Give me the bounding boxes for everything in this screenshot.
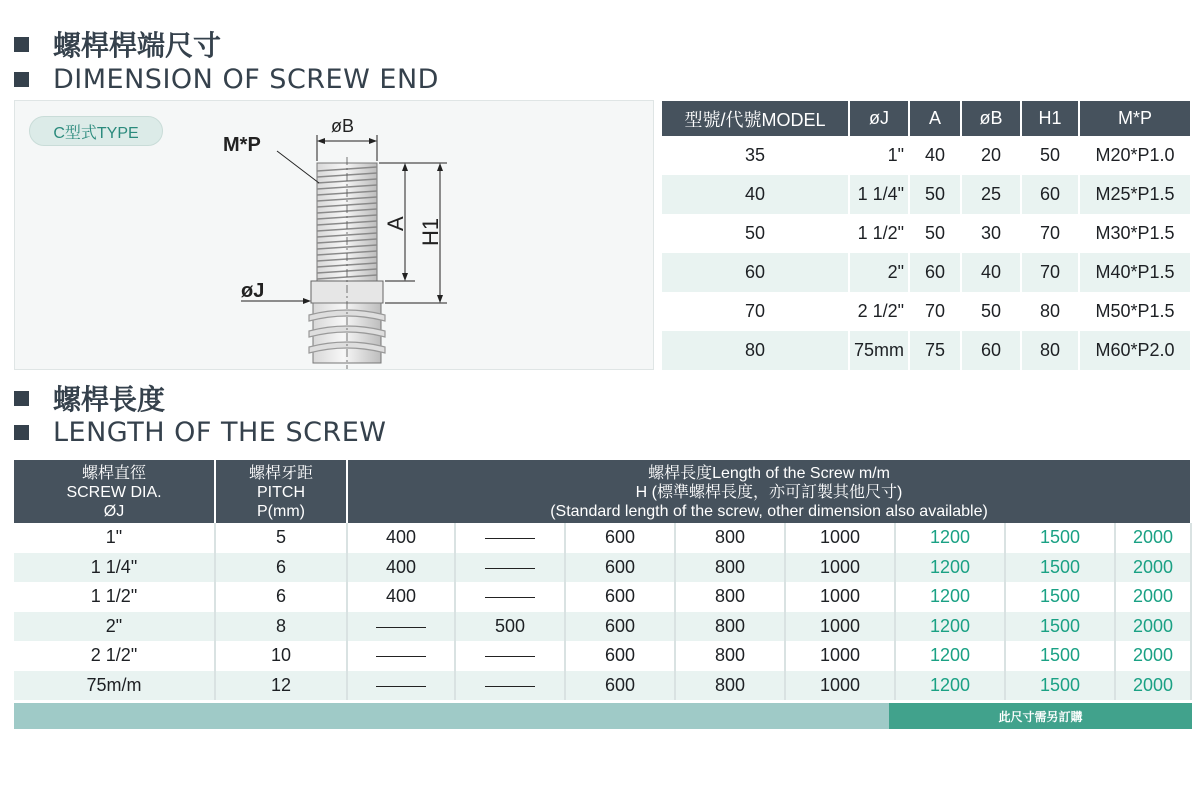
cell-pitch: 10 xyxy=(215,641,347,671)
header-mp: M*P xyxy=(1079,101,1191,136)
cell-length: 2000 xyxy=(1115,582,1191,612)
bullet-square-icon xyxy=(14,391,29,406)
bullet-square-icon xyxy=(14,425,29,440)
header-dia-en: SCREW DIA. xyxy=(66,484,162,501)
cell-a: 75 xyxy=(909,331,961,370)
section1-title-en xyxy=(14,64,439,95)
cell-mp: M30*P1.5 xyxy=(1079,214,1191,253)
cell-j: 1 1/4" xyxy=(849,175,909,214)
cell-length xyxy=(455,553,565,583)
not-available-dash xyxy=(376,686,426,687)
header-length xyxy=(347,460,1191,523)
cell-length: 600 xyxy=(565,612,675,642)
cell-length: 1000 xyxy=(785,612,895,642)
cell-length: 2000 xyxy=(1115,641,1191,671)
header-dia-zh: 螺桿直徑 xyxy=(81,465,146,482)
cell-length: 800 xyxy=(675,641,785,671)
cell-diameter: 1 1/4" xyxy=(14,553,215,583)
cell-mp: M50*P1.5 xyxy=(1079,292,1191,331)
header-pitch xyxy=(215,460,347,523)
cell-length: 1200 xyxy=(895,523,1005,553)
cell-length: 800 xyxy=(675,553,785,583)
dimension-row xyxy=(662,253,1191,292)
cell-h1: 80 xyxy=(1021,331,1079,370)
cell-b: 30 xyxy=(961,214,1021,253)
dimension-table-header xyxy=(662,101,1191,136)
cell-length: 1500 xyxy=(1005,612,1115,642)
not-available-dash xyxy=(485,597,535,598)
label-h1: H1 xyxy=(418,217,443,246)
cell-model: 60 xyxy=(662,253,849,292)
cell-b: 40 xyxy=(961,253,1021,292)
cell-length: 1500 xyxy=(1005,641,1115,671)
not-available-dash xyxy=(485,686,535,687)
length-row xyxy=(14,612,1191,642)
dimension-row xyxy=(662,331,1191,370)
cell-pitch: 12 xyxy=(215,671,347,701)
length-row xyxy=(14,553,1191,583)
cell-length: 600 xyxy=(565,582,675,612)
cell-length: 800 xyxy=(675,523,785,553)
header-length-en-note: (Standard length of the screw, other dimension also available) xyxy=(550,503,988,520)
cell-a: 50 xyxy=(909,214,961,253)
dimension-row xyxy=(662,292,1191,331)
cell-length: 1200 xyxy=(895,612,1005,642)
cell-length: 800 xyxy=(675,582,785,612)
screw-end-drawing xyxy=(15,101,655,371)
cell-model: 80 xyxy=(662,331,849,370)
section2-title-zh xyxy=(14,378,165,418)
cell-diameter: 75m/m xyxy=(14,671,215,701)
length-row xyxy=(14,671,1191,701)
cell-model: 70 xyxy=(662,292,849,331)
cell-b: 25 xyxy=(961,175,1021,214)
bullet-square-icon xyxy=(14,72,29,87)
cell-length: 400 xyxy=(347,582,455,612)
cell-h1: 70 xyxy=(1021,253,1079,292)
not-available-dash xyxy=(485,538,535,539)
header-pitch-zh: 螺桿牙距 xyxy=(248,465,313,482)
cell-h1: 60 xyxy=(1021,175,1079,214)
cell-a: 50 xyxy=(909,175,961,214)
dimension-row xyxy=(662,214,1191,253)
cell-model: 50 xyxy=(662,214,849,253)
screw-length-table xyxy=(14,460,1192,700)
cell-diameter: 2" xyxy=(14,612,215,642)
cell-h1: 50 xyxy=(1021,136,1079,175)
cell-mp: M40*P1.5 xyxy=(1079,253,1191,292)
cell-b: 50 xyxy=(961,292,1021,331)
cell-length: 1500 xyxy=(1005,582,1115,612)
bullet-square-icon xyxy=(14,37,29,52)
label-mp: M*P xyxy=(223,134,261,156)
cell-length: 800 xyxy=(675,612,785,642)
label-j: øJ xyxy=(241,280,265,302)
cell-a: 40 xyxy=(909,136,961,175)
header-pitch-en: PITCH xyxy=(257,484,305,501)
cell-length: 1500 xyxy=(1005,671,1115,701)
cell-length: 1200 xyxy=(895,641,1005,671)
cell-length xyxy=(455,641,565,671)
label-b: øB xyxy=(331,116,355,136)
header-screw-dia xyxy=(14,460,215,523)
header-length-zh-note: H (標準螺桿長度，亦可訂製其他尺寸) xyxy=(635,484,903,501)
cell-pitch: 6 xyxy=(215,582,347,612)
cell-diameter: 2 1/2" xyxy=(14,641,215,671)
cell-h1: 70 xyxy=(1021,214,1079,253)
cell-length: 600 xyxy=(565,523,675,553)
cell-diameter: 1 1/2" xyxy=(14,582,215,612)
cell-j: 1" xyxy=(849,136,909,175)
screw-length-table-header xyxy=(14,460,1191,523)
section2-title-zh-text: 螺桿長度 xyxy=(53,383,166,416)
cell-length: 400 xyxy=(347,553,455,583)
cell-h1: 80 xyxy=(1021,292,1079,331)
header-length-title: 螺桿長度Length of the Screw m/m xyxy=(648,465,890,482)
cell-j: 75mm xyxy=(849,331,909,370)
cell-length xyxy=(455,523,565,553)
not-available-dash xyxy=(376,656,426,657)
cell-length: 2000 xyxy=(1115,523,1191,553)
screw-end-drawing-panel xyxy=(14,100,654,370)
custom-order-note: 此尺寸需另訂購 xyxy=(889,703,1192,729)
section1-title-zh xyxy=(14,24,221,64)
cell-length: 2000 xyxy=(1115,612,1191,642)
cell-length: 1000 xyxy=(785,553,895,583)
cell-j: 2 1/2" xyxy=(849,292,909,331)
cell-length: 600 xyxy=(565,553,675,583)
cell-length: 600 xyxy=(565,671,675,701)
not-available-dash xyxy=(376,627,426,628)
not-available-dash xyxy=(485,656,535,657)
dimension-table xyxy=(662,101,1192,370)
cell-length: 500 xyxy=(455,612,565,642)
cell-a: 60 xyxy=(909,253,961,292)
cell-length: 1200 xyxy=(895,553,1005,583)
dimension-row xyxy=(662,136,1191,175)
header-pitch-unit: P(mm) xyxy=(257,503,305,520)
cell-model: 40 xyxy=(662,175,849,214)
header-j: øJ xyxy=(849,101,909,136)
length-row xyxy=(14,582,1191,612)
cell-length xyxy=(347,641,455,671)
cell-length xyxy=(347,612,455,642)
lower-screw-flights xyxy=(309,310,385,353)
cell-mp: M25*P1.5 xyxy=(1079,175,1191,214)
cell-a: 70 xyxy=(909,292,961,331)
section1-title-zh-text: 螺桿桿端尺寸 xyxy=(53,29,222,62)
cell-length: 1000 xyxy=(785,582,895,612)
section1-title-en-text: DIMENSION OF SCREW END xyxy=(53,64,439,95)
header-b: øB xyxy=(961,101,1021,136)
label-a: A xyxy=(383,216,408,231)
type-badge: C型式TYPE xyxy=(29,116,163,146)
not-available-dash xyxy=(485,568,535,569)
cell-j: 2" xyxy=(849,253,909,292)
cell-diameter: 1" xyxy=(14,523,215,553)
section2-title-en xyxy=(14,417,386,448)
header-a: A xyxy=(909,101,961,136)
cell-b: 60 xyxy=(961,331,1021,370)
cell-length: 1200 xyxy=(895,671,1005,701)
mp-leader-line xyxy=(277,151,319,183)
header-model: 型號/代號MODEL xyxy=(662,101,849,136)
cell-length: 2000 xyxy=(1115,553,1191,583)
cell-pitch: 6 xyxy=(215,553,347,583)
length-row xyxy=(14,523,1191,553)
cell-j: 1 1/2" xyxy=(849,214,909,253)
header-h1: H1 xyxy=(1021,101,1079,136)
cell-model: 35 xyxy=(662,136,849,175)
cell-length: 1500 xyxy=(1005,523,1115,553)
cell-length: 1000 xyxy=(785,641,895,671)
cell-length: 1500 xyxy=(1005,553,1115,583)
cell-length: 1000 xyxy=(785,523,895,553)
cell-length: 2000 xyxy=(1115,671,1191,701)
cell-length: 400 xyxy=(347,523,455,553)
cell-length: 600 xyxy=(565,641,675,671)
cell-mp: M60*P2.0 xyxy=(1079,331,1191,370)
length-row xyxy=(14,641,1191,671)
cell-length: 1000 xyxy=(785,671,895,701)
cell-pitch: 5 xyxy=(215,523,347,553)
cell-length: 1200 xyxy=(895,582,1005,612)
cell-length: 800 xyxy=(675,671,785,701)
dimension-row xyxy=(662,175,1191,214)
header-dia-symbol: ØJ xyxy=(103,503,125,520)
cell-pitch: 8 xyxy=(215,612,347,642)
cell-b: 20 xyxy=(961,136,1021,175)
cell-length xyxy=(455,582,565,612)
section2-title-en-text: LENGTH OF THE SCREW xyxy=(53,417,387,448)
cell-length xyxy=(455,671,565,701)
cell-length xyxy=(347,671,455,701)
cell-mp: M20*P1.0 xyxy=(1079,136,1191,175)
